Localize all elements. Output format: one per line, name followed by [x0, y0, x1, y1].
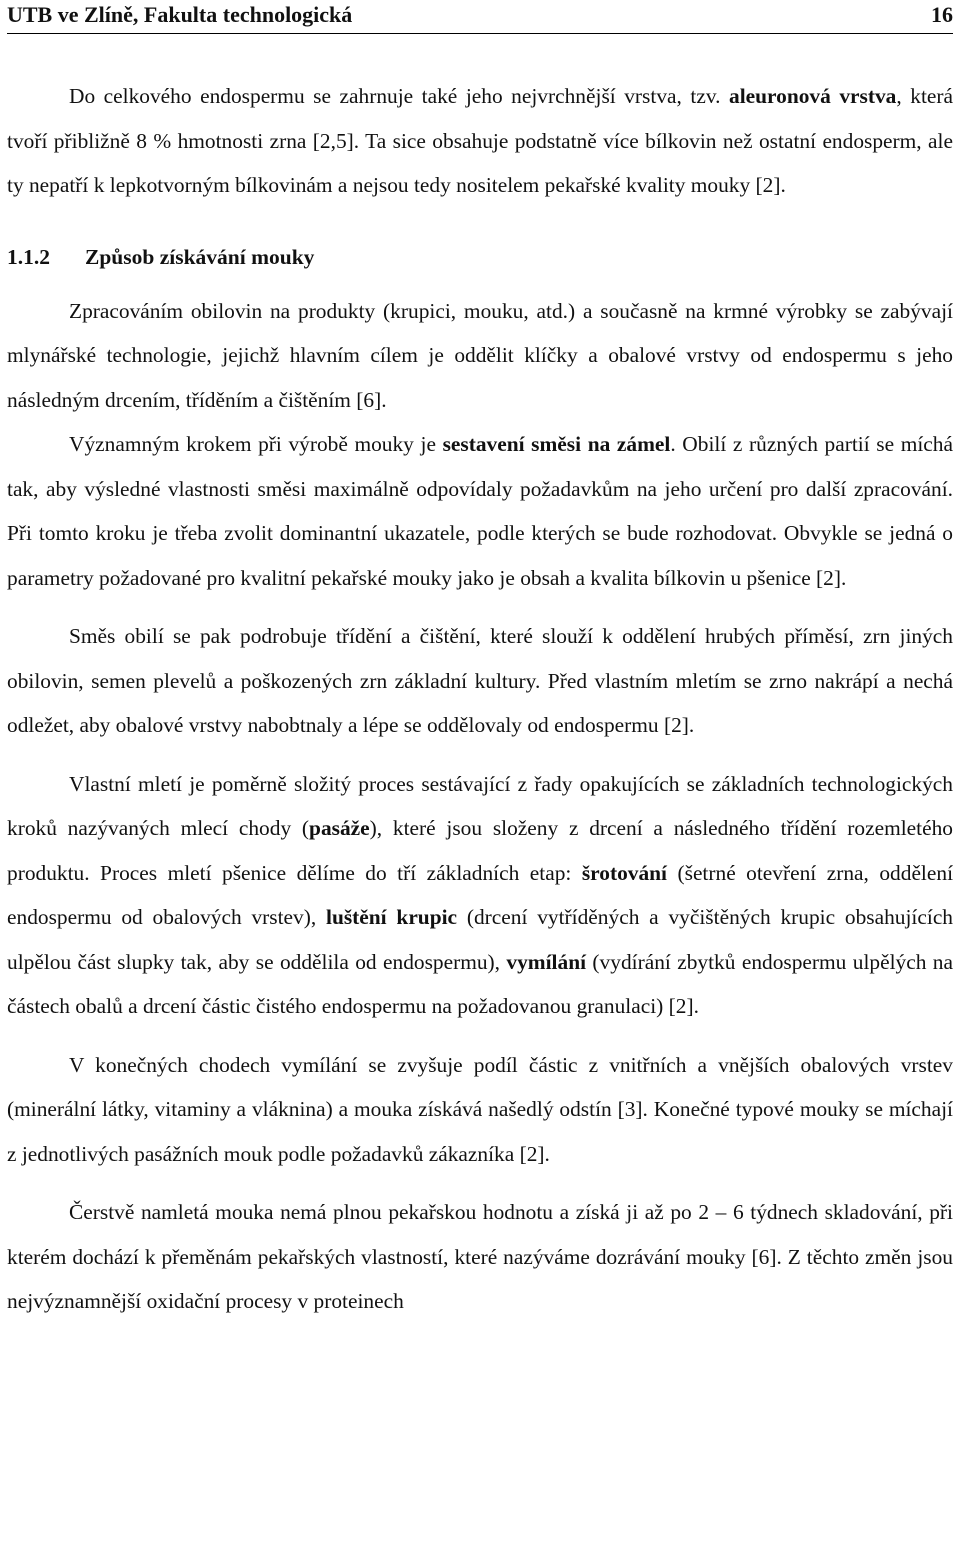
term-aleuronova-vrstva: aleuronová vrstva	[729, 84, 897, 108]
section-heading	[7, 235, 953, 279]
term-sestaveni-smesi: sestavení směsi na zámel	[442, 432, 671, 456]
paragraph-milling-intro: Zpracováním obilovin na produkty (krupici, mouku, atd.) a současně na krmné výrobky se zabývají mlynářské technologie, jejichž hlavním cílem je oddělit klíčky a obalové vrstvy od endospermu s jeho následným drcením, tříděním a čištěním [6].	[7, 298, 953, 412]
document-body	[7, 74, 953, 1324]
paragraph-maturation: Čerstvě namletá mouka nemá plnou pekařskou hodnotu a získá ji až po 2 – 6 týdnech skladování, při kterém dochází k přeměnám pekařských vlastností, které nazýváme dozrávání mouky [6]. Z těchto změn jsou nejvýznamnější oxidační procesy v proteinech	[7, 1200, 953, 1313]
term-vymilani: vymílání	[506, 949, 587, 974]
section-title: Způsob získávání mouky	[85, 244, 315, 269]
header-title: UTB ve Zlíně, Fakulta technologická	[7, 2, 353, 27]
paragraph-final-passes: V konečných chodech vymílání se zvyšuje podíl částic z vnitřních a vnějších obalových vrstev (minerální látky, vitaminy a vláknina) a mouka získává našedlý odstín [3]. Konečné typové mouky se míchají z jednotlivých pasážních mouk podle požadavků zákazníka [2].	[7, 1052, 953, 1166]
paragraph-aleurone: Do celkového endospermu se zahrnuje také jeho nejvrchnější vrstva, tzv. aleuronová vrstva, která tvoří přibližně 8 % hmotnosti zrna [2,5]. Ta sice obsahuje podstatně více bílkovin než ostatní endosperm, ale ty nepatří k lepkotvorným bílkovinám a nejsou tedy nositelem pekařské kvality mouky [2].	[7, 84, 953, 197]
page-header	[7, 0, 953, 34]
term-pasaze: pasáže	[309, 816, 370, 840]
section-number: 1.1.2	[7, 244, 50, 269]
term-srotovani: šrotování	[581, 860, 668, 885]
page-number: 16	[931, 2, 953, 27]
paragraph-milling-process: Vlastní mletí je poměrně složitý proces sestávající z řady opakujících se základních technologických kroků nazývaných mlecí chody (pasáže), které jsou složeny z drcení a následného třídění rozemletého produktu. Proces mletí pšenice dělíme do tří základních etap: šrotování (šetrné otevření zrna, oddělení endospermu od obalových vrstev), luštění krupic (drcení vytříděných a vyčištěných krupic obsahujících ulpělou část slupky tak, aby se oddělila od endospermu), vymílání (vydírání zbytků endospermu ulpělých na částech obalů a drcení částic čistého endospermu na požadovanou granulaci) [2].	[7, 771, 954, 1018]
paragraph-cleaning: Směs obilí se pak podrobuje třídění a čištění, které slouží k oddělení hrubých příměsí, zrn jiných obilovin, semen plevelů a poškozených zrn základní kultury. Před vlastním mletím se zrno nakrápí a nechá odležet, aby obalové vrstvy nabobtnaly a lépe se oddělovaly od endospermu [2].	[7, 624, 953, 737]
paragraph-blend: Významným krokem při výrobě mouky je sestavení směsi na zámel. Obilí z různých partií se míchá tak, aby výsledné vlastnosti směsi maximálně odpovídaly požadavkům na jeho určení pro další zpracování. Při tomto kroku je třeba zvolit dominantní ukazatele, podle kterých se bude rozhodovat. Obvykle se jedná o parametry požadované pro kvalitní pekařské mouky jako je obsah a kvalita bílkovin u pšenice [2].	[7, 432, 953, 590]
term-lusteni-krupic: luštění krupic	[326, 905, 458, 929]
